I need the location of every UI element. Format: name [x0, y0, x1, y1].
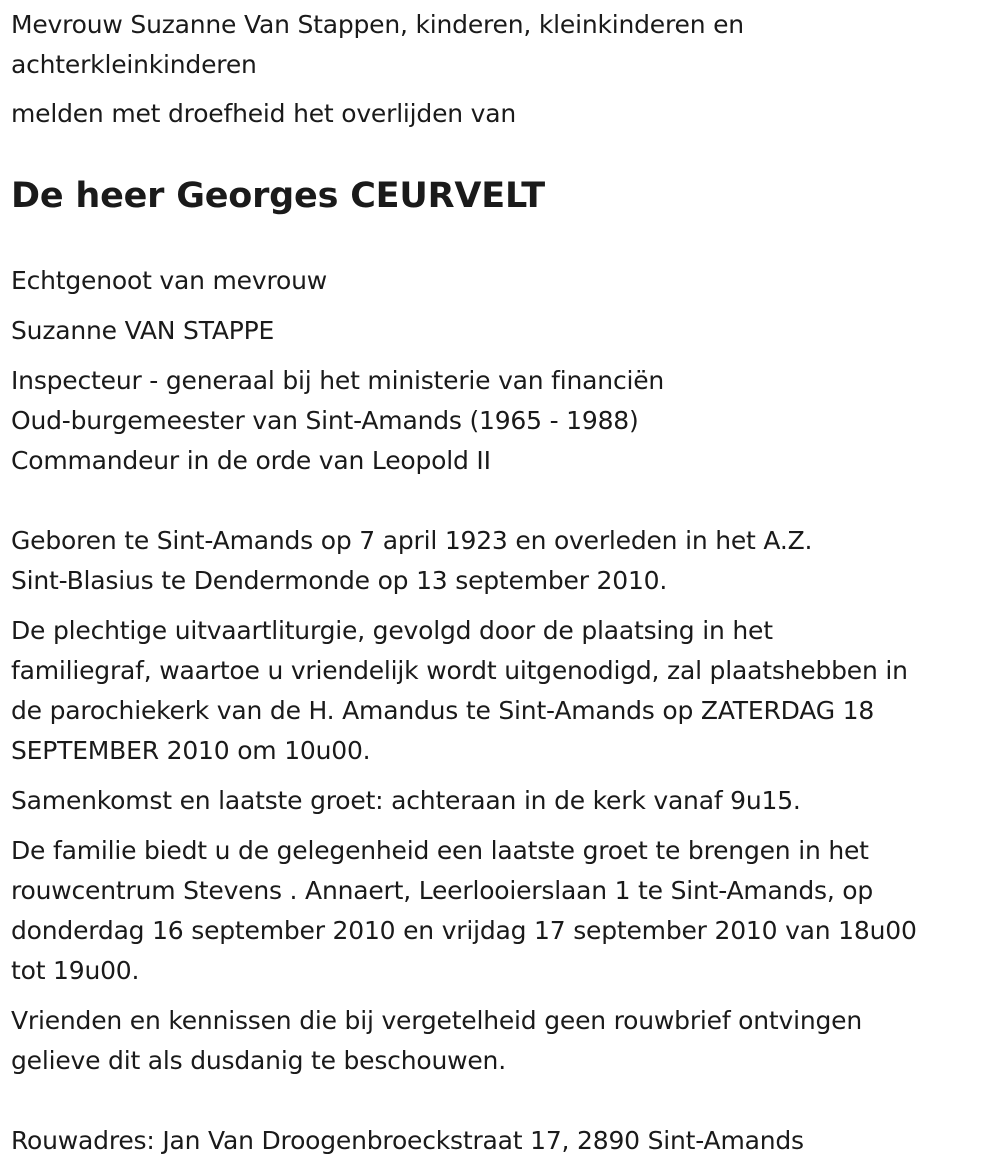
birth-death-line-2: Sint-Blasius te Dendermonde op 13 september 2010. — [11, 566, 668, 595]
funeral-line-3: de parochiekerk van de H. Amandus te Sint-Amands op ZATERDAG 18 — [11, 696, 875, 725]
funeral-line-2: familiegraf, waartoe u vriendelijk wordt uitgenodigd, zal plaatshebben in — [11, 656, 908, 685]
visitation-line-4: tot 19u00. — [11, 956, 140, 985]
visitation-line-2: rouwcentrum Stevens . Annaert, Leerlooierslaan 1 te Sint-Amands, op — [11, 876, 874, 905]
funeral-line-4: SEPTEMBER 2010 om 10u00. — [11, 736, 371, 765]
family-line-2: achterkleinkinderen — [11, 50, 257, 79]
family-line-1: Mevrouw Suzanne Van Stappen, kinderen, kleinkinderen en — [11, 10, 744, 39]
notice-line-1: Vrienden en kennissen die bij vergetelheid geen rouwbrief ontvingen — [11, 1006, 863, 1035]
notice-line-2: gelieve dit als dusdanig te beschouwen. — [11, 1046, 506, 1075]
deceased-name: De heer Georges CEURVELT — [11, 176, 545, 216]
mourning-address: Rouwadres: Jan Van Droogenbroeckstraat 17, 2890 Sint-Amands — [11, 1126, 804, 1155]
funeral-line-1: De plechtige uitvaartliturgie, gevolgd door de plaatsing in het — [11, 616, 773, 645]
title-line-1: Inspecteur - generaal bij het ministerie van financiën — [11, 366, 665, 395]
spouse-label: Echtgenoot van mevrouw — [11, 266, 327, 295]
visitation-line-1: De familie biedt u de gelegenheid een laatste groet te brengen in het — [11, 836, 869, 865]
birth-death-line-1: Geboren te Sint-Amands op 7 april 1923 en overleden in het A.Z. — [11, 526, 813, 555]
title-line-2: Oud-burgemeester van Sint-Amands (1965 - 1988) — [11, 406, 639, 435]
announcement-intro: melden met droefheid het overlijden van — [11, 99, 517, 128]
spouse-name: Suzanne VAN STAPPE — [11, 316, 275, 345]
visitation-line-3: donderdag 16 september 2010 en vrijdag 17 september 2010 van 18u00 — [11, 916, 917, 945]
title-line-3: Commandeur in de orde van Leopold II — [11, 446, 491, 475]
gathering-line: Samenkomst en laatste groet: achteraan in de kerk vanaf 9u15. — [11, 786, 801, 815]
